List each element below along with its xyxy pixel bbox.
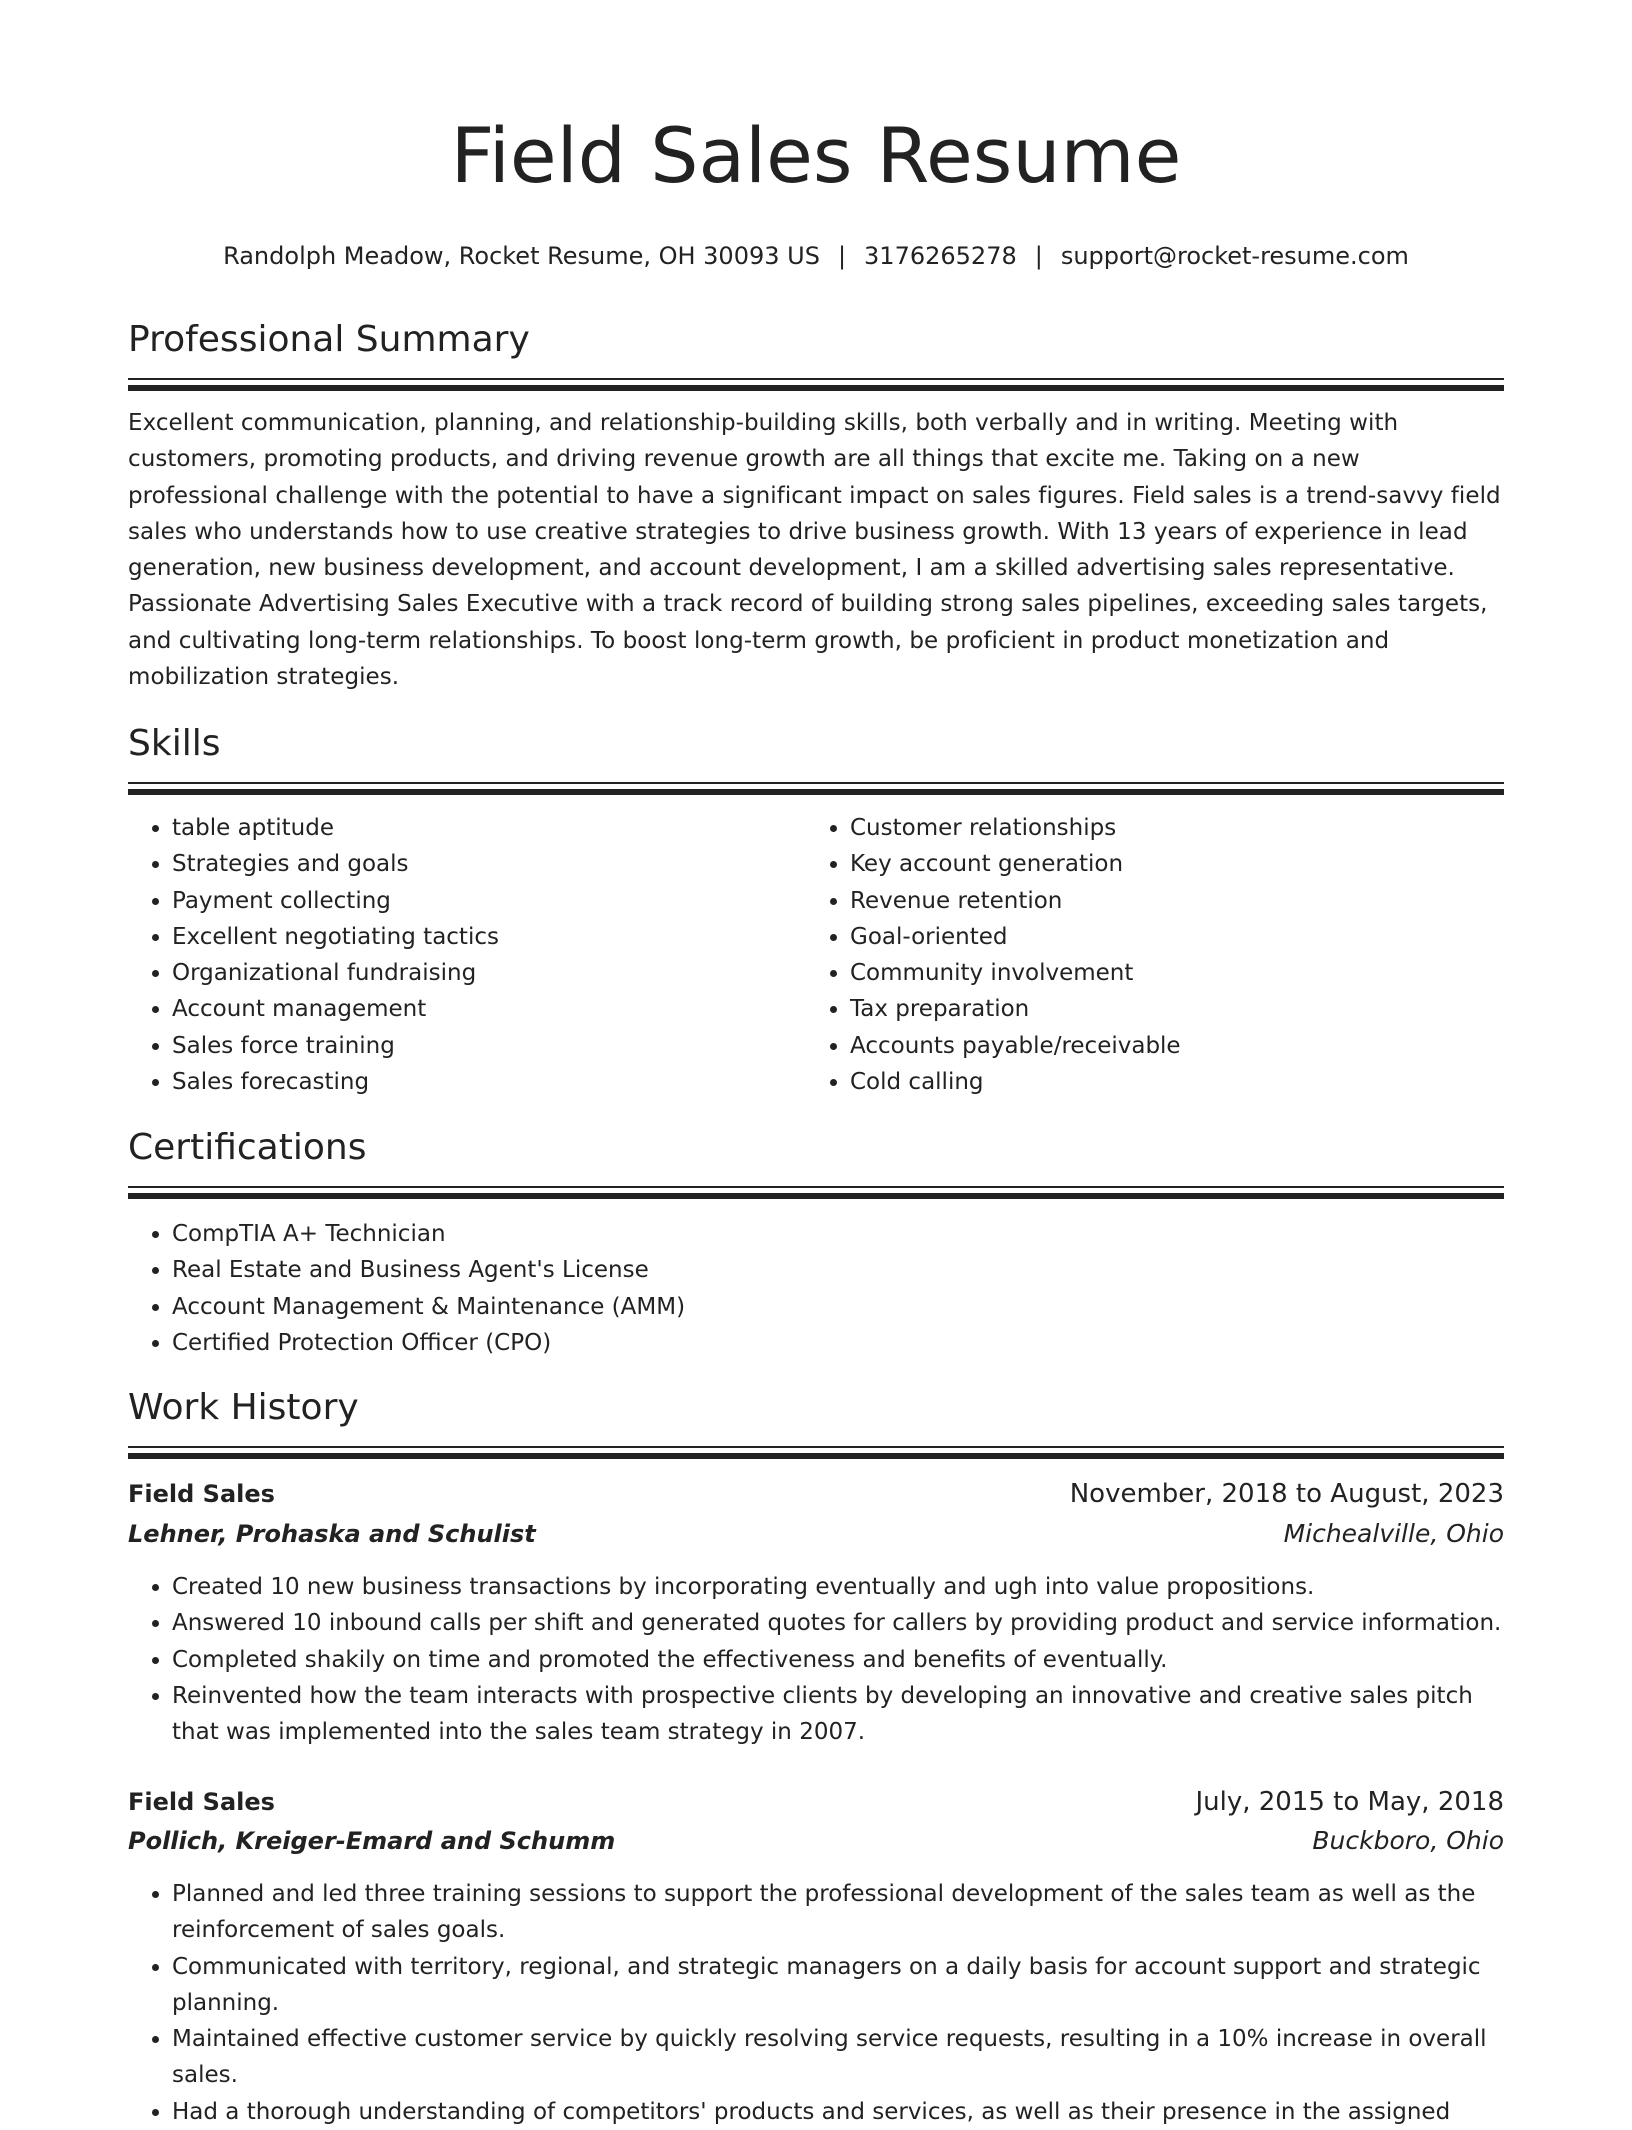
skill-item: • Goal-oriented [850,919,1494,955]
work-history-heading: Work History [128,1387,359,1428]
contact-separator: | [1034,242,1043,270]
job-company-row [128,1823,1504,1863]
skill-item: • Community involvement [850,955,1494,991]
job-bullet: • Had a thorough understanding of competitors' products and services, as well as their presence in the assigned [172,2094,1504,2130]
contact-separator: | [837,242,847,270]
job-company: Lehner, Prohaska and Schulist [128,1520,536,1548]
summary-text: Excellent communication, planning, and relationship-building skills, both verbally and in writing. Meeting with customers, promoting products, and driving revenue growth are all things that excite me. Taking on a new professional challenge with the potential to have a significant impact on sales figures. Field sales is a trend-savvy field sales who understands how to use creative strategies to drive business growth. With 13 years of experience in lead generation, new business development, and account development, I am a skilled advertising sales representative. Passionate Advertising Sales Executive with a track record of building strong sales pipelines, exceeding sales targets, and cultivating long-term relationships. To boost long-term growth, be proficient in product monetization and mobilization strategies. [128,410,1501,691]
job-bullet: • Maintained effective customer service by quickly resolving service requests, resulting in a 10% increase in overall sales. [172,2021,1504,2094]
job-bullet: • Reinvented how the team interacts with prospective clients by developing an innovative and creative sales pitch that was implemented into the sales team strategy in 2007. [172,1678,1504,1751]
job-company-row [128,1516,1504,1556]
job-bullets [128,1569,1504,1750]
skill-item: • Key account generation [850,846,1494,882]
job-title-row [128,1784,1504,1824]
certification-item: • Real Estate and Business Agent's License [172,1252,1504,1288]
skill-item: • Customer relationships [850,810,1494,846]
job-title: Field Sales [128,1788,275,1816]
job-bullet: • Answered 10 inbound calls per shift and generated quotes for callers by providing product and service information. [172,1605,1504,1641]
section-divider [128,378,1504,391]
certifications-list-wrap [128,1216,1504,1361]
skill-item: • Cold calling [850,1064,1494,1100]
skill-item: • Accounts payable/receivable [850,1028,1494,1064]
work-history-section [128,1386,1504,1430]
job-dates: November, 2018 to August, 2023 [1069,1479,1504,1509]
skill-item: • Sales force training [172,1028,816,1064]
job-bullet: • Completed shakily on time and promoted the effectiveness and benefits of eventually. [172,1642,1504,1678]
skill-item: • Organizational fundraising [172,955,816,991]
job-location: Michealville, Ohio [1283,1519,1504,1548]
job-location: Buckboro, Ohio [1312,1826,1504,1855]
section-divider [128,1446,1504,1459]
summary-heading: Professional Summary [128,319,530,360]
job-company: Pollich, Kreiger-Emard and Schumm [128,1827,616,1855]
skill-item: • Payment collecting [172,883,816,919]
skills-column-left [128,810,816,1100]
skill-item: • Strategies and goals [172,846,816,882]
job-bullet: • Created 10 new business transactions by incorporating eventually and ugh into value propositions. [172,1569,1504,1605]
certification-item: • Account Management & Maintenance (AMM) [172,1289,1504,1325]
skill-item: • Sales forecasting [172,1064,816,1100]
job-bullets [128,1876,1504,2130]
skill-item: • Revenue retention [850,883,1494,919]
job-title-row [128,1476,1504,1516]
skill-item: • Tax preparation [850,991,1494,1027]
skills-column-right [806,810,1494,1100]
job-bullet-list [128,1569,1504,1750]
skill-item: • table aptitude [172,810,816,846]
certifications-heading: Certifications [128,1127,367,1168]
skills-list-right [806,810,1494,1100]
skill-item: • Account management [172,991,816,1027]
section-divider [128,1186,1504,1199]
job-dates: July, 2015 to May, 2018 [1195,1787,1504,1817]
summary-section [128,318,1504,362]
contact-email: support@rocket-resume.com [1060,242,1409,270]
certification-item: • CompTIA A+ Technician [172,1216,1504,1252]
skills-section [128,722,1504,766]
job-bullet: • Planned and led three training sessions to support the professional development of the sales team as well as the reinforcement of sales goals. [172,1876,1504,1949]
certifications-list [128,1216,1504,1361]
skills-heading: Skills [128,723,221,764]
contact-phone: 3176265278 [864,242,1017,270]
certifications-section [128,1126,1504,1170]
contact-address: Randolph Meadow, Rocket Resume, OH 30093 US [223,242,820,270]
section-divider [128,782,1504,795]
skill-item: • Excellent negotiating tactics [172,919,816,955]
job-bullet: • Communicated with territory, regional, and strategic managers on a daily basis for account support and strategic planning. [172,1949,1504,2022]
contact-line [128,241,1504,271]
job-title: Field Sales [128,1480,275,1508]
skills-list-left [128,810,816,1100]
resume-title: Field Sales Resume [450,111,1182,200]
certification-item: • Certified Protection Officer (CPO) [172,1325,1504,1361]
job-bullet-list [128,1876,1504,2130]
